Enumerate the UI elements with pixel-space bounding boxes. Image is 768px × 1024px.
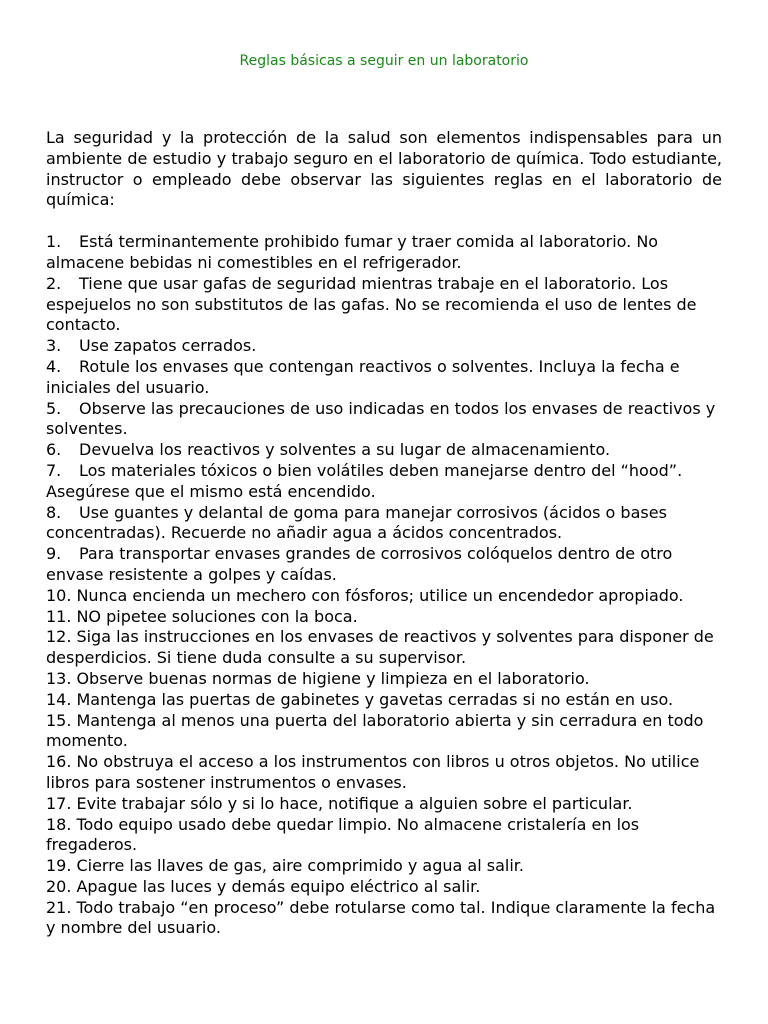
rule-item bbox=[46, 856, 722, 877]
rule-number: 10. bbox=[46, 585, 72, 605]
rule-number: 1. bbox=[46, 232, 62, 252]
rule-item bbox=[46, 877, 722, 898]
rule-text: Cierre las llaves de gas, aire comprimido y agua al salir. bbox=[76, 856, 524, 876]
rule-number: 11. bbox=[46, 606, 72, 626]
rule-number: 18. bbox=[46, 814, 72, 834]
rule-item bbox=[46, 544, 722, 586]
rule-number: 13. bbox=[46, 668, 72, 688]
rule-number: 17. bbox=[46, 793, 72, 813]
rule-item bbox=[46, 627, 722, 669]
rule-text: NO pipetee soluciones con la boca. bbox=[76, 606, 358, 626]
rule-text: Use guantes y delantal de goma para manejar corrosivos (ácidos o bases concentradas). Recuerde no añadir agua a ácidos concentrados. bbox=[46, 502, 667, 543]
rule-item bbox=[46, 669, 722, 690]
rule-text: Observe buenas normas de higiene y limpieza en el laboratorio. bbox=[76, 668, 590, 688]
document-title: Reglas básicas a seguir en un laboratorio bbox=[239, 53, 529, 69]
rule-text: Observe las precauciones de uso indicadas en todos los envases de reactivos y solventes. bbox=[46, 398, 716, 439]
rule-number: 15. bbox=[46, 710, 72, 730]
rule-number: 21. bbox=[46, 897, 72, 917]
rule-item bbox=[46, 690, 722, 711]
rule-item bbox=[46, 399, 722, 441]
rule-text: No obstruya el acceso a los instrumentos con libros u otros objetos. No utilice libros para sostener instrumentos o envases. bbox=[46, 752, 700, 792]
rule-item bbox=[46, 503, 722, 545]
rule-item bbox=[46, 711, 722, 753]
rule-item bbox=[46, 794, 722, 815]
rule-number: 20. bbox=[46, 876, 72, 896]
rule-number: 12. bbox=[46, 627, 72, 647]
rule-text: Nunca encienda un mechero con fósforos; utilice un encendedor apropiado. bbox=[76, 585, 684, 605]
rule-number: 8. bbox=[46, 502, 62, 522]
rule-text: Use zapatos cerrados. bbox=[79, 336, 257, 356]
rule-text: Siga las instrucciones en los envases de reactivos y solventes para disponer de desperdicios. Si tiene duda consulte a su supervisor. bbox=[46, 627, 714, 668]
rule-text: Mantenga las puertas de gabinetes y gavetas cerradas si no están en uso. bbox=[76, 689, 674, 709]
rules-list bbox=[46, 232, 722, 939]
rule-text: Para transportar envases grandes de corrosivos colóquelos dentro de otro envase resistente a golpes y caídas. bbox=[46, 544, 673, 584]
rule-item bbox=[46, 461, 722, 503]
rule-item bbox=[46, 607, 722, 628]
rule-number: 2. bbox=[46, 273, 62, 293]
rule-number: 16. bbox=[46, 752, 72, 772]
rule-item bbox=[46, 357, 722, 399]
rule-item bbox=[46, 586, 722, 607]
rule-text: Todo trabajo “en proceso” debe rotularse como tal. Indique claramente la fecha y nombre del usuario. bbox=[46, 897, 716, 938]
rule-text: Tiene que usar gafas de seguridad mientras trabaje en el laboratorio. Los espejuelos no son substitutos de las gafas. No se recomienda el uso de lentes de contacto. bbox=[46, 273, 697, 335]
rule-text: Devuelva los reactivos y solventes a su lugar de almacenamiento. bbox=[79, 440, 611, 460]
rule-number: 9. bbox=[46, 544, 62, 564]
rule-number: 5. bbox=[46, 398, 62, 418]
rule-text: Rotule los envases que contengan reactivos o solventes. Incluya la fecha e iniciales del usuario. bbox=[46, 356, 680, 397]
rule-item bbox=[46, 752, 722, 794]
rule-text: Evite trabajar sólo y si lo hace, notifique a alguien sobre el particular. bbox=[76, 793, 633, 813]
rule-number: 6. bbox=[46, 440, 62, 460]
rule-item bbox=[46, 336, 722, 357]
rule-item bbox=[46, 440, 722, 461]
rule-number: 14. bbox=[46, 689, 72, 709]
rule-number: 19. bbox=[46, 856, 72, 876]
rule-text: Mantenga al menos una puerta del laboratorio abierta y sin cerradura en todo momento. bbox=[46, 710, 704, 751]
rule-item bbox=[46, 274, 722, 336]
rule-text: Apague las luces y demás equipo eléctrico al salir. bbox=[76, 876, 481, 896]
rule-item bbox=[46, 898, 722, 940]
rule-number: 7. bbox=[46, 460, 62, 480]
intro-paragraph: La seguridad y la protección de la salud son elementos indispensables para un ambiente de estudio y trabajo seguro en el laboratorio de química. Todo estudiante, instructor o empleado debe observar las siguientes reglas en el laboratorio de química: bbox=[46, 128, 722, 210]
rule-number: 4. bbox=[46, 356, 62, 376]
rule-number: 3. bbox=[46, 336, 62, 356]
rule-text: Está terminantemente prohibido fumar y traer comida al laboratorio. No almacene bebidas ni comestibles en el refrigerador. bbox=[46, 232, 659, 272]
rule-text: Los materiales tóxicos o bien volátiles deben manejarse dentro del “hood”. Asegúrese que el mismo está encendido. bbox=[46, 460, 683, 501]
rule-item bbox=[46, 232, 722, 274]
rule-item bbox=[46, 815, 722, 857]
rule-text: Todo equipo usado debe quedar limpio. No almacene cristalería en los fregaderos. bbox=[46, 814, 640, 855]
document-page bbox=[46, 52, 722, 939]
